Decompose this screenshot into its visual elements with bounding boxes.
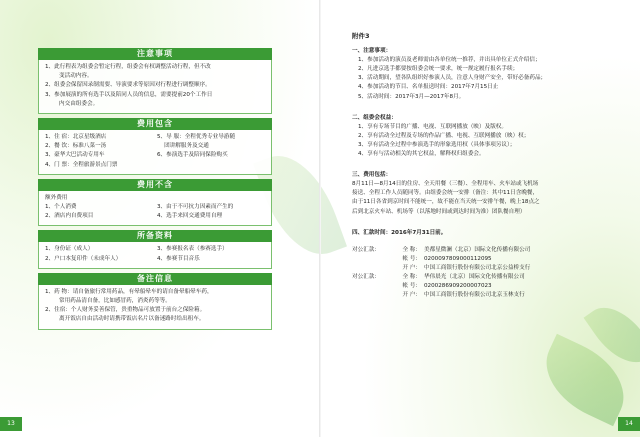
list-item: 4、参加活动的节目、名单报送时间：2017年7月15日止: [358, 84, 499, 91]
section-body: [38, 60, 272, 114]
notice-line: 变活动内容。: [59, 73, 93, 80]
cost-excluded-section: [38, 179, 272, 227]
account-label-spacer: [352, 264, 396, 273]
account-label-spacer: [352, 255, 396, 264]
section-title: 费用包含: [38, 118, 272, 130]
account-label-spacer: [352, 282, 396, 291]
attachment-title: 附件3: [352, 32, 370, 40]
list-grid: [45, 203, 265, 221]
account-value: 0200097809000112095: [424, 255, 492, 262]
account-value: 中国工商银行股份有限公司北京玉林支行: [424, 292, 525, 299]
list-item: 1、享有专场节目的广播、电视、互联网播放（映）及版权。: [358, 123, 507, 130]
list-item: 4、选手来回交通费用自理: [157, 213, 223, 220]
remark-line: 常用药品清自备，比如感冒药，消炎药等等。: [59, 298, 171, 305]
list-item: 2、享有活动全过程及专场的作品广播、电视、互联网播放（映）权；: [358, 132, 530, 139]
remark-line: 1、药 物：请自备旅行常用药品，有晕船晕车的请自备晕船晕车药，: [45, 288, 213, 295]
account-key: 帐 号：: [402, 255, 421, 262]
right-info-panel: [352, 32, 602, 300]
section-body: [38, 191, 272, 227]
list-item: 3、豪华大巴活动专用车: [45, 152, 105, 159]
required-documents-section: [38, 230, 272, 268]
account-label: 对公汇款：: [352, 273, 380, 280]
remark-line: 2、住宿：个人财务妥善保管，贵重物品可放置于前台之保险箱。: [45, 307, 206, 314]
account-key: 开 户：: [402, 292, 421, 299]
account-row: [352, 282, 602, 291]
list-item: 3、由于不可抗力因素而产生的: [157, 204, 234, 211]
list-item: 2、户口本复印件（未成年人）: [45, 255, 122, 262]
page-number-left: 13: [0, 417, 22, 431]
section-heading: 三、费用包括：: [352, 172, 392, 179]
list-item: [157, 161, 265, 170]
paragraph-line: 8月11日—8月14日的住房、全天用餐（三餐）、全程用车、火车站或飞机场: [352, 181, 539, 188]
page-number-right: 14: [618, 417, 640, 431]
section-title: 备注信息: [38, 273, 272, 285]
section-body: [38, 242, 272, 268]
section-body: [38, 130, 272, 175]
account-value: 中国工商银行股份有限公司北京公益桥支行: [424, 264, 531, 271]
paragraph-line: 由于11日各省到京时间不能统一，故不能在当天统一安排午餐，晚上18点之: [352, 199, 540, 206]
list-item: 2、凡进京选手都要按组委会统一要求，统一规定履行报名手续；: [358, 66, 519, 73]
list-item: 4、门 票：全程旅游景点门票: [45, 161, 118, 168]
list-item: 4、享有与活动相关的其它权益，解释权归组委会。: [358, 151, 485, 158]
account-key: 全 称：: [402, 273, 421, 280]
section-title: 费用不含: [38, 179, 272, 191]
list-item: 1、身份证（成人）: [45, 246, 94, 253]
list-item: 1、个人消费: [45, 204, 77, 211]
notice-line: 3、参加展演的所有选手以及陪同人员的信息，需要提前20个工作日: [45, 91, 213, 98]
left-info-panel: [38, 48, 272, 330]
cost-included-section: [38, 118, 272, 175]
section-body: [38, 285, 272, 330]
account-label: 对公汇款：: [352, 246, 380, 253]
account-label-spacer: [352, 291, 396, 300]
page-spine: [319, 0, 321, 437]
section-heading: 二、组委会权益：: [352, 114, 397, 121]
account-key: 开 户：: [402, 264, 421, 271]
notice-section: [38, 48, 272, 114]
list-intro: 额外费用: [45, 194, 68, 201]
notice-line: 2、组委会保留因录制需要、导演要求等原因对行程进行调整顺序。: [45, 82, 211, 89]
list-item: 5、活动时间：2017年3月—2017年8月。: [358, 93, 465, 100]
notice-line: 内交由组委会。: [59, 100, 99, 107]
list-item: 1、住 宿：北京星级酒店: [45, 134, 107, 141]
account-key: 帐 号：: [402, 283, 421, 290]
paragraph-line: 接送、全程工作人员随同等。由组委会统一安排（备注：其中11日含晚餐，: [352, 190, 539, 197]
section-title: 所备资料: [38, 230, 272, 242]
account-key: 全 称：: [402, 246, 421, 253]
account-value: 0200286909200007023: [424, 283, 492, 290]
paragraph-line: 后到北京火车站、机场等（以落地时间或到达时间为准）团队餐自理）: [352, 208, 526, 215]
account-value: 华伟晨光（北京）国际文化传播有限公司: [424, 273, 525, 280]
section-heading: 四、汇款时间：2016年7月31日前。: [352, 229, 447, 236]
section-heading: 一、注意事项：: [352, 48, 392, 55]
account-row: [352, 273, 602, 282]
remarks-section: [38, 273, 272, 330]
list-item: 2、餐 饮：标准八菜一汤: [45, 143, 107, 150]
list-item: 3、活动期间，望各队组织好参演人员，注意人身财产安全，带好必备药品；: [358, 75, 547, 82]
remark-line: 离开饭店自由活动时请携带饭店名片以备迷路时给出租车。: [59, 316, 205, 323]
list-item: 团讲解服务及交通: [157, 143, 209, 150]
notice-line: 1、此行程表为组委会暂定行程，组委会有权调整活动行程，但不改: [45, 64, 211, 70]
list-item: 1、参加活动的演员及老师需由各单位统一推荐，并出具单位正式介绍信；: [358, 57, 541, 64]
list-item: 5、导 服：全程优秀专业导游随: [157, 134, 236, 141]
account-value: 美都星微澜（北京）国际文化传播有限公司: [424, 246, 531, 253]
list-item: 3、参赛报名表（参赛选手）: [157, 246, 228, 253]
account-row: [352, 255, 602, 264]
section-title: 注意事项: [38, 48, 272, 60]
account-row: [352, 246, 602, 255]
account-row: [352, 264, 602, 273]
list-item: 4、参赛节目音乐: [157, 255, 200, 262]
list-item: 2、酒店内自费项目: [45, 213, 94, 220]
account-row: [352, 291, 602, 300]
bank-account-block: [352, 273, 602, 300]
bank-account-block: [352, 246, 602, 273]
list-item: 3、享有活动全过程中参演选手的形象选用权（具体事项另议）；: [358, 141, 516, 148]
list-item: 6、参演选手及陪同保险购买: [157, 152, 228, 159]
